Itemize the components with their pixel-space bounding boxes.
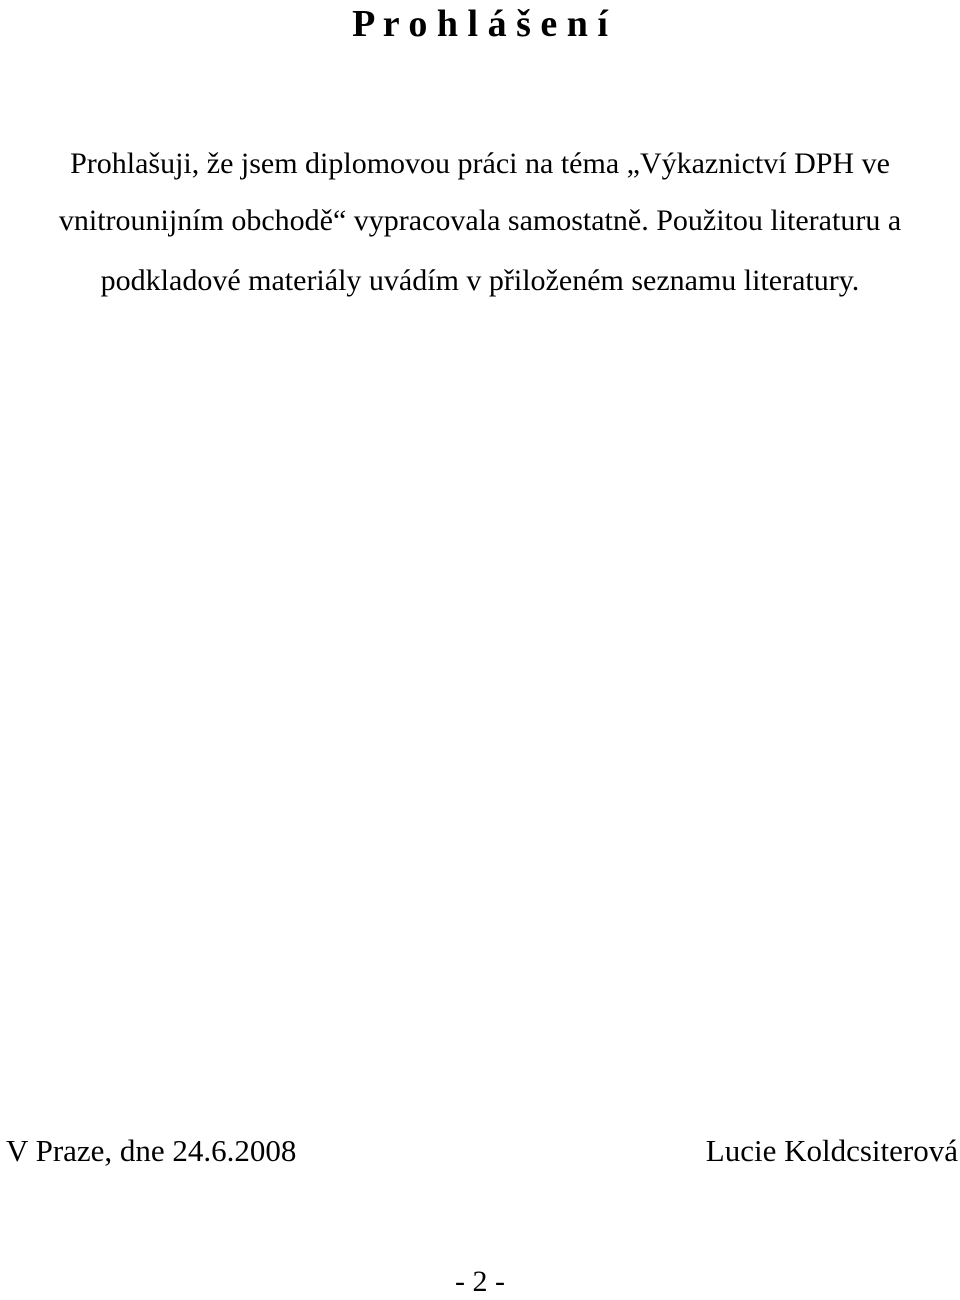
page-title: P r o h l á š e n í: [352, 3, 608, 45]
page-number: - 2 -: [455, 1265, 505, 1298]
declaration-line-3: podkladové materiály uvádím v přiloženém seznamu literatury.: [100, 264, 860, 297]
author-name: Lucie Koldcsiterová: [705, 1133, 958, 1168]
declaration-line-1: Prohlašuji, že jsem diplomovou práci na téma „Výkaznictví DPH ve: [70, 147, 890, 180]
declaration-line-2: vnitrounijním obchodě“ vypracovala samostatně. Použitou literaturu a: [58, 204, 902, 237]
place-and-date: V Praze, dne 24.6.2008: [6, 1133, 297, 1168]
